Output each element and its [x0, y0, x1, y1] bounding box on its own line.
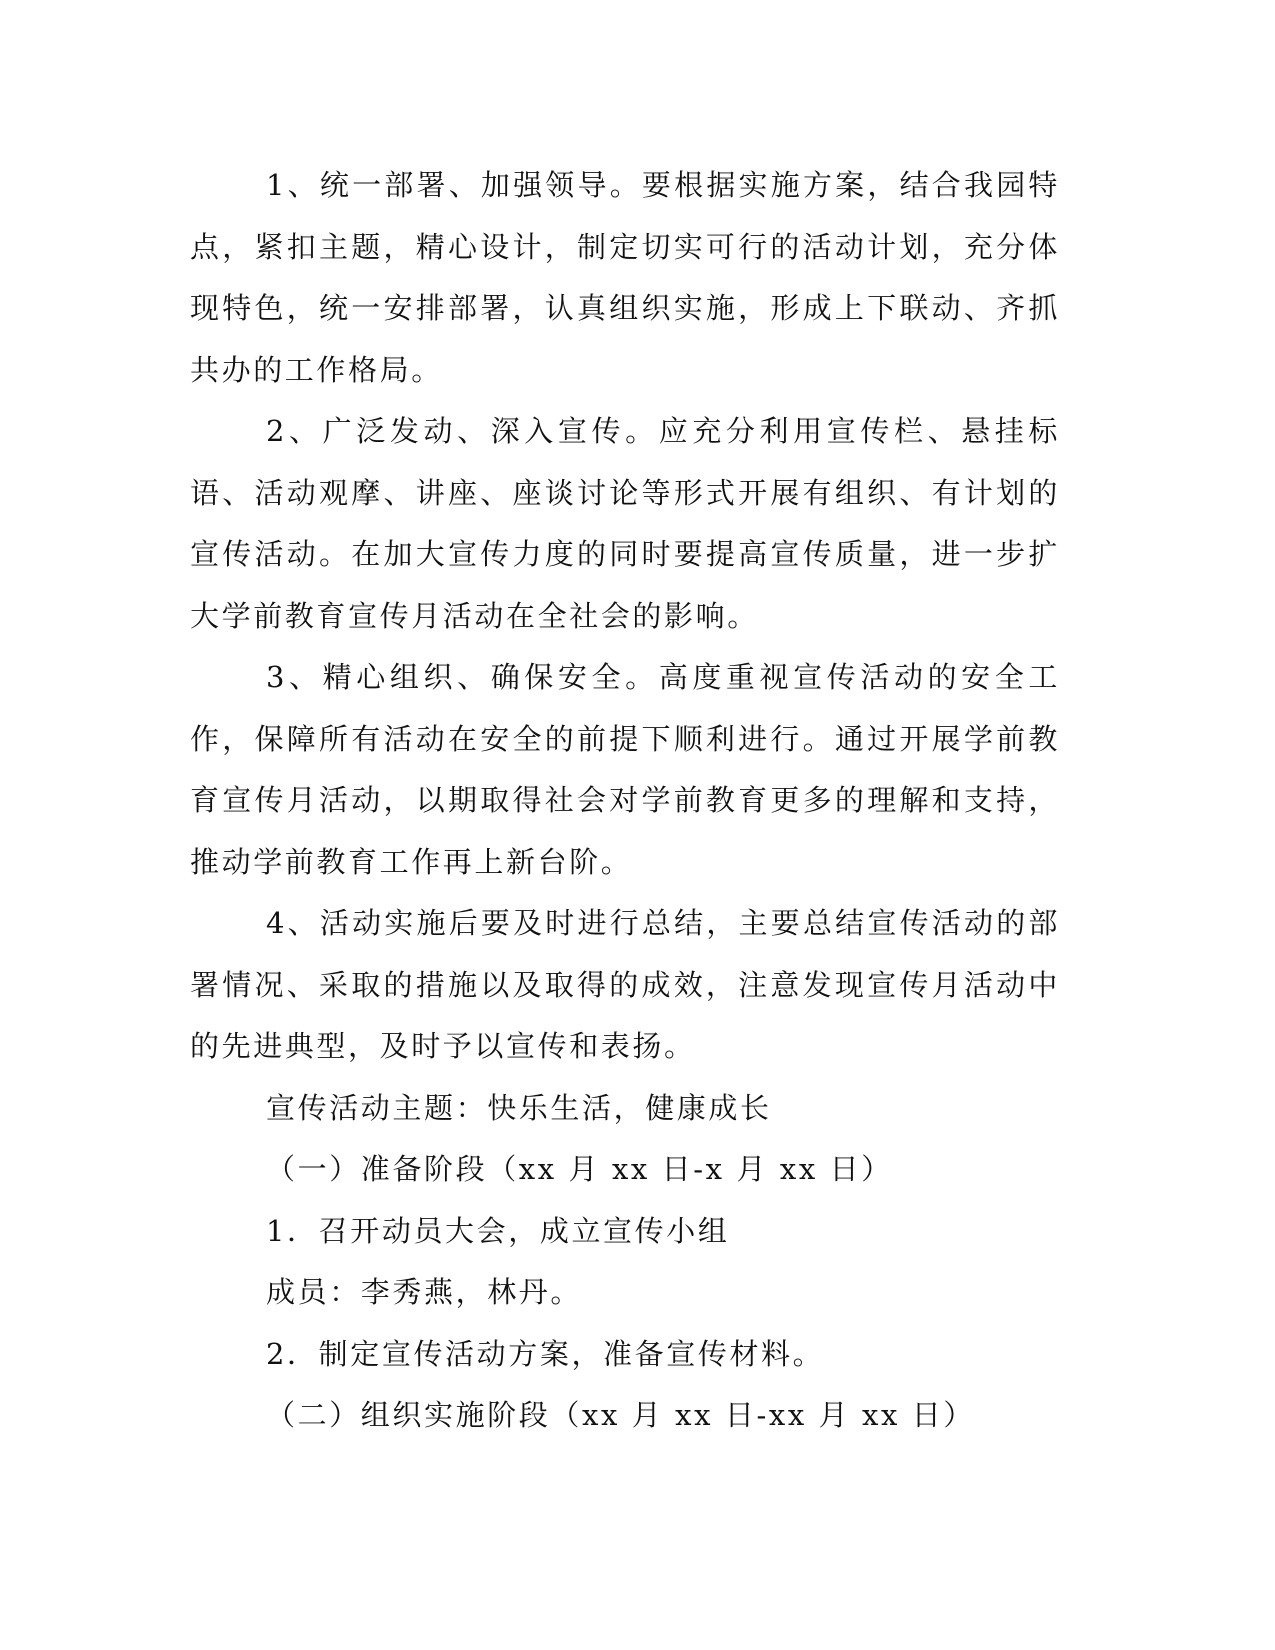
members-line: 成员：李秀燕，林丹。 — [266, 1275, 583, 1309]
paragraph-item-3: 3、精心组织、确保安全。高度重视宣传活动的安全工作，保障所有活动在安全的前提下顺利进行。通过开展学前教育宣传月活动，以期取得社会对学前教育更多的理解和支持，推动学前教育工作再上新台阶。 — [190, 660, 1060, 879]
theme-line: 宣传活动主题：快乐生活，健康成长 — [266, 1090, 772, 1125]
section-heading-implementation: （二）组织实施阶段（xx 月 xx 日-xx 月 xx 日） — [266, 1398, 975, 1432]
list-item-plan: 2．制定宣传活动方案，准备宣传材料。 — [266, 1336, 825, 1371]
paragraph-item-1: 1、统一部署、加强领导。要根据实施方案，结合我园特点，紧扣主题，精心设计，制定切实可行的活动计划，充分体现特色，统一安排部署，认真组织实施，形成上下联动、齐抓共办的工作格局。 — [190, 168, 1060, 387]
document-body — [190, 155, 1060, 1447]
paragraph-item-4: 4、活动实施后要及时进行总结，主要总结宣传活动的部署情况、采取的措施以及取得的成效，注意发现宣传月活动中的先进典型，及时予以宣传和表扬。 — [190, 906, 1060, 1063]
paragraph-item-2: 2、广泛发动、深入宣传。应充分利用宣传栏、悬挂标语、活动观摩、讲座、座谈讨论等形式开展有组织、有计划的宣传活动。在加大宣传力度的同时要提高宣传质量，进一步扩大学前教育宣传月活动在全社会的影响。 — [190, 414, 1060, 633]
list-item-meeting: 1．召开动员大会，成立宣传小组 — [266, 1213, 730, 1248]
section-heading-preparation: （一）准备阶段（xx 月 xx 日-x 月 xx 日） — [266, 1152, 893, 1186]
